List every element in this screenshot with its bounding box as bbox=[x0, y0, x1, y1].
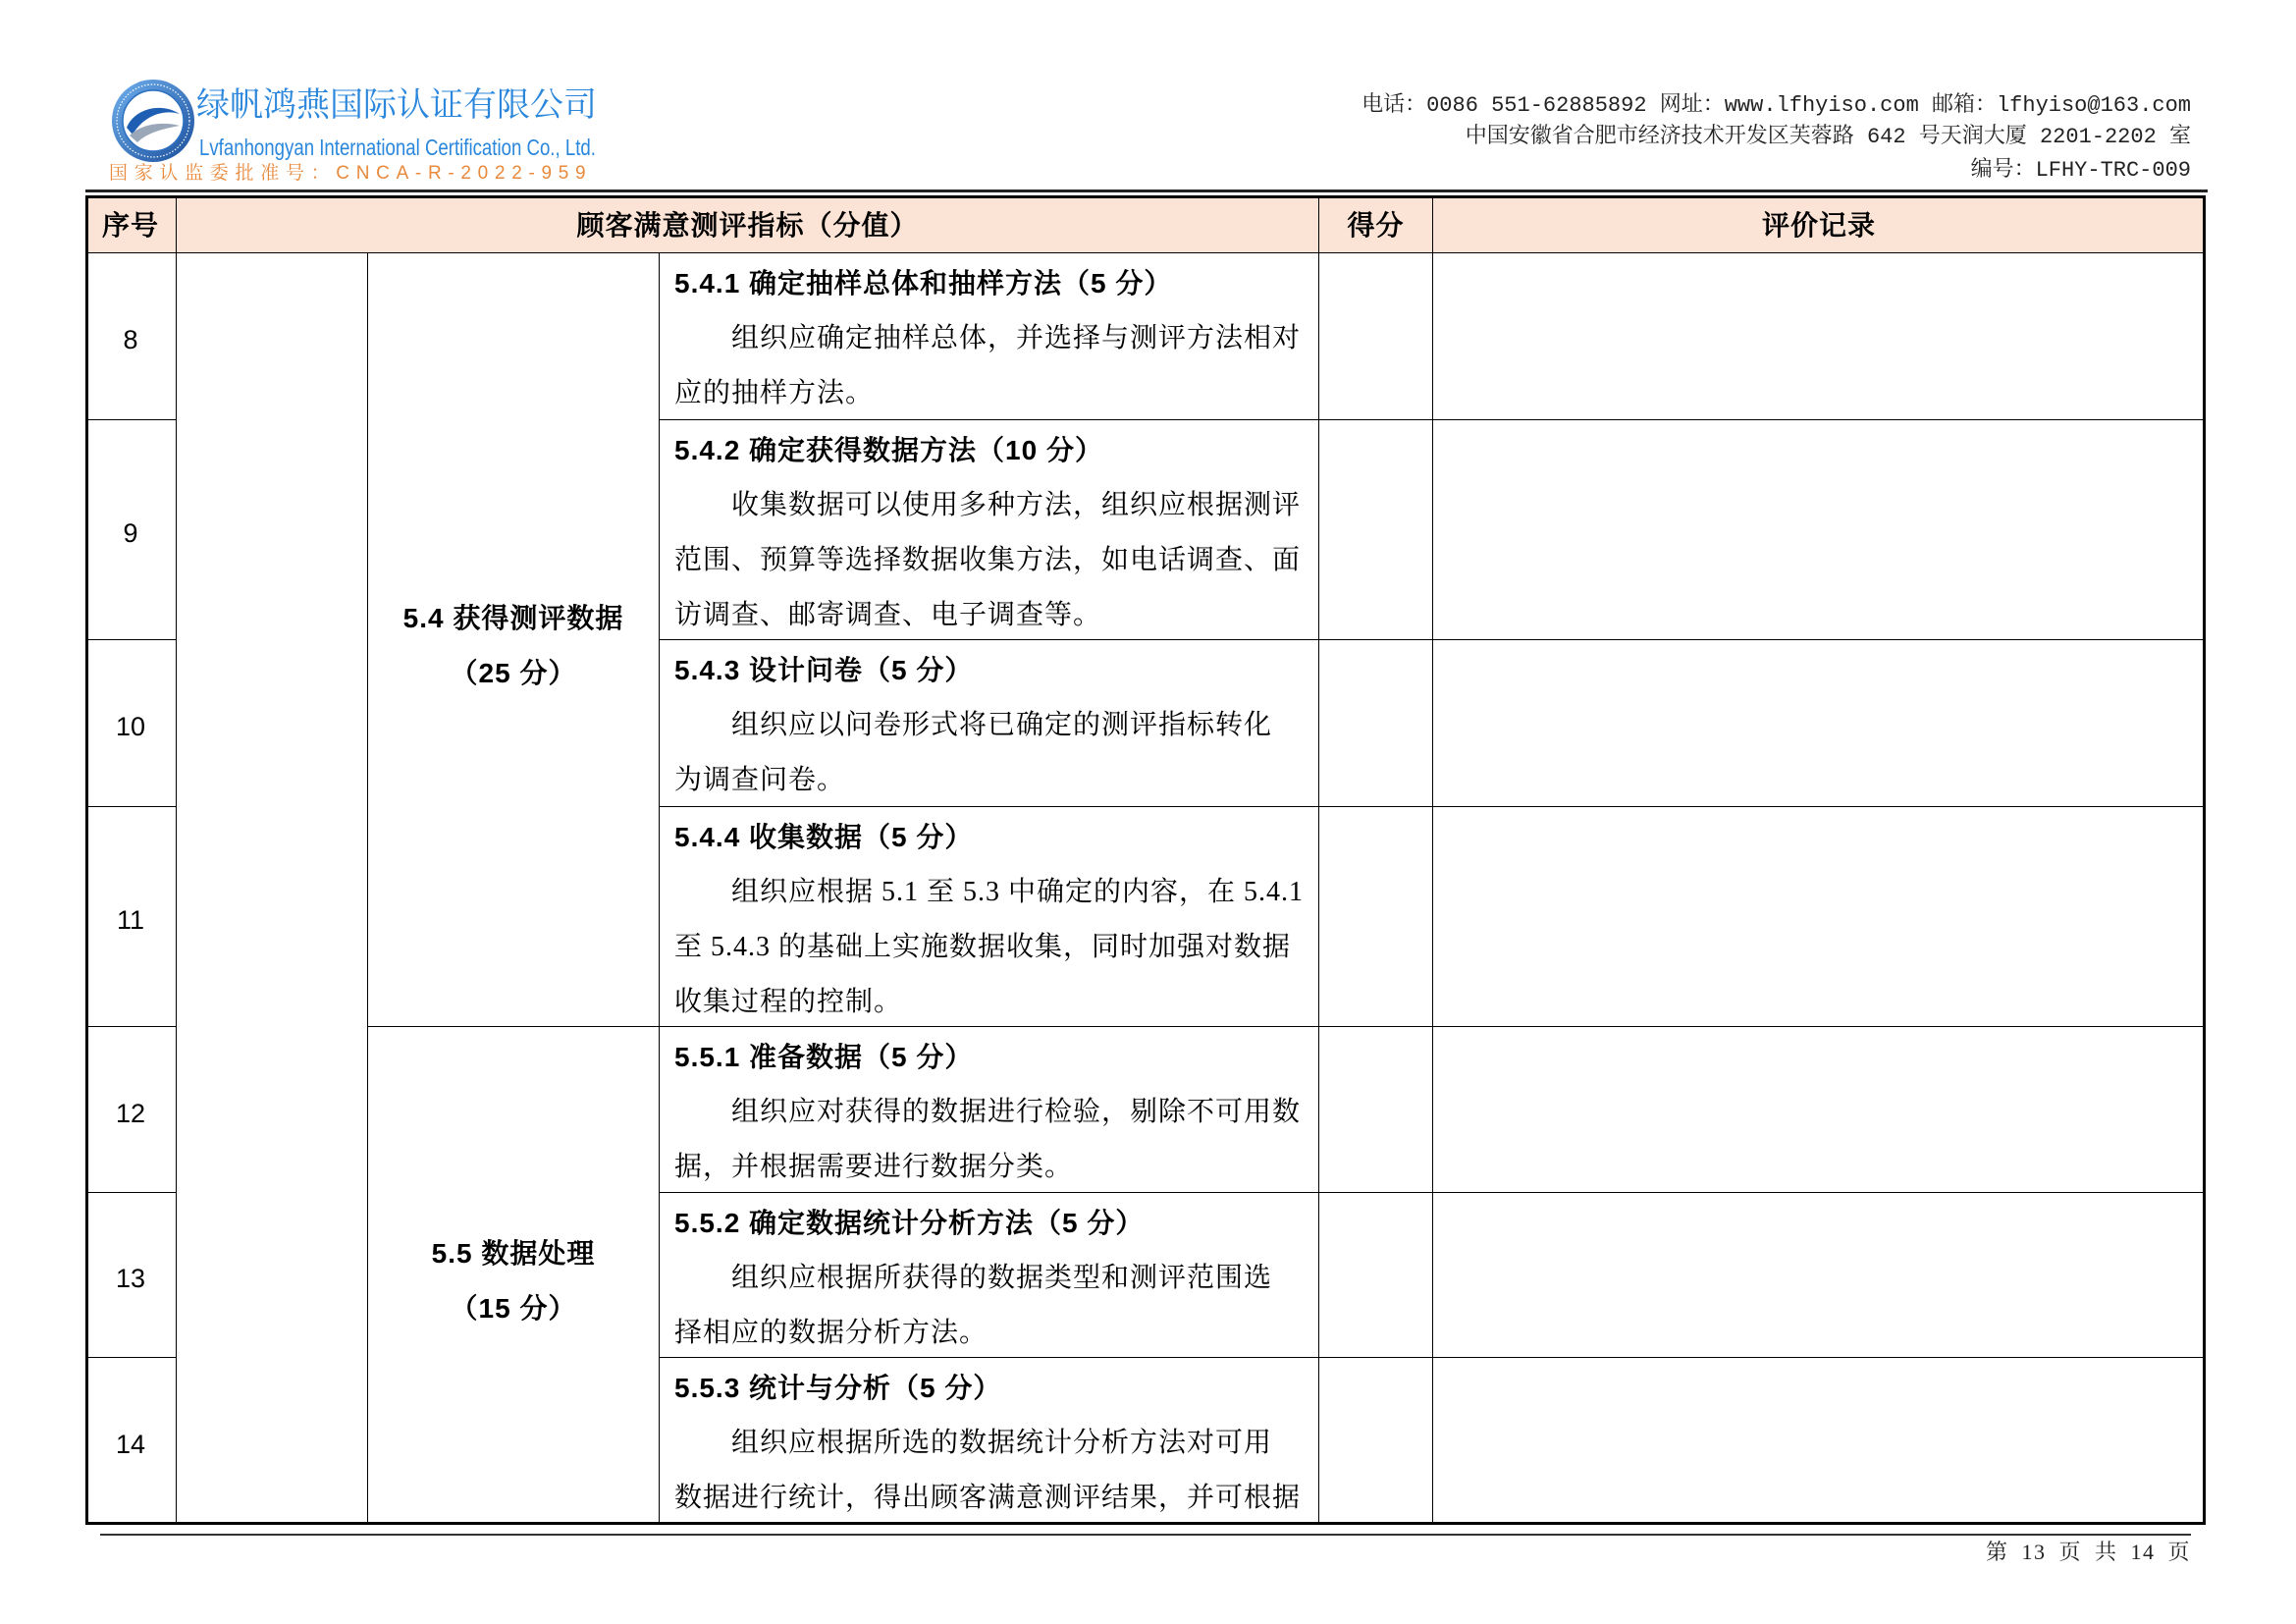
seq-cell bbox=[85, 640, 177, 807]
indicator-text-line: 组织应对获得的数据进行检验，剔除不可用数 bbox=[731, 1097, 1302, 1127]
indicator-text-line: 组织应根据所获得的数据类型和测评范围选 bbox=[731, 1263, 1273, 1293]
category-cell bbox=[177, 253, 368, 1525]
indicator-heading: 5.4.4 收集数据（5 分） bbox=[674, 822, 974, 852]
indicator-text-line: 组织应确定抽样总体，并选择与测评方法相对 bbox=[731, 323, 1302, 353]
group-points: （15 分） bbox=[450, 1293, 577, 1324]
seq-cell bbox=[85, 253, 177, 420]
indicator-cell bbox=[660, 807, 1319, 1027]
indicator-text-line: 据，并根据需要进行数据分类。 bbox=[674, 1152, 1074, 1182]
header-indicator: 顾客满意测评指标（分值） bbox=[177, 195, 1319, 253]
indicator-text-line: 范围、预算等选择数据收集方法，如电话调查、面 bbox=[674, 545, 1302, 575]
indicator-cell bbox=[660, 420, 1319, 640]
indicator-cell bbox=[660, 640, 1319, 807]
indicator-text-line: 组织应根据所选的数据统计分析方法对可用 bbox=[731, 1428, 1273, 1458]
evaluation-record-cell bbox=[1433, 253, 2206, 420]
score-cell bbox=[1319, 1027, 1433, 1193]
evaluation-record-cell bbox=[1433, 1027, 2206, 1193]
indicator-text-line: 组织应以问卷形式将已确定的测评指标转化 bbox=[731, 710, 1273, 740]
seq-cell bbox=[85, 420, 177, 640]
indicator-cell bbox=[660, 253, 1319, 420]
seq-number: 8 bbox=[123, 325, 138, 354]
seq-number: 10 bbox=[115, 712, 146, 741]
indicator-text-line: 为调查问卷。 bbox=[674, 765, 846, 795]
indicator-cell bbox=[660, 1358, 1319, 1525]
company-name-en: Lvfanhongyan International Certification Co., Ltd. bbox=[199, 135, 596, 160]
header-seq: 序号 bbox=[85, 195, 177, 253]
header-score: 得分 bbox=[1319, 195, 1433, 253]
indicator-text-line: 组织应根据 5.1 至 5.3 中确定的内容，在 5.4.1 bbox=[731, 877, 1305, 907]
indicator-text-line: 访调查、邮寄调查、电子调查等。 bbox=[674, 600, 1102, 630]
seq-cell bbox=[85, 1193, 177, 1358]
company-logo bbox=[111, 79, 195, 163]
group-cell bbox=[368, 253, 660, 1027]
approval-number: 国家认监委批准号：CNCA-R-2022-959 bbox=[109, 163, 593, 184]
seq-number: 11 bbox=[116, 905, 145, 935]
page-number: 第 13 页 共 14 页 bbox=[1985, 1540, 2191, 1564]
indicator-heading: 5.4.2 确定获得数据方法（10 分） bbox=[674, 435, 1103, 465]
seq-number: 14 bbox=[115, 1430, 146, 1459]
score-cell bbox=[1319, 420, 1433, 640]
evaluation-record-cell bbox=[1433, 1193, 2206, 1358]
group-title: 5.4 获得测评数据 bbox=[402, 602, 624, 633]
evaluation-record-cell bbox=[1433, 1358, 2206, 1525]
indicator-heading: 5.5.1 准备数据（5 分） bbox=[674, 1042, 974, 1072]
group-cell bbox=[368, 1027, 660, 1525]
indicator-cell bbox=[660, 1193, 1319, 1358]
indicator-heading: 5.4.1 确定抽样总体和抽样方法（5 分） bbox=[674, 268, 1173, 298]
evaluation-record-cell bbox=[1433, 640, 2206, 807]
address-line: 中国安徽省合肥市经济技术开发区芙蓉路 642 号天润大厦 2201-2202 室 bbox=[1465, 125, 2191, 149]
indicator-text-line: 收集数据可以使用多种方法，组织应根据测评 bbox=[731, 490, 1302, 520]
contact-line: 电话：0086 551-62885892 网址：www.lfhyiso.com 邮箱：lfhyiso@163.com bbox=[1362, 93, 2191, 118]
indicator-heading: 5.5.2 确定数据统计分析方法（5 分） bbox=[674, 1208, 1145, 1238]
seq-number: 12 bbox=[115, 1098, 146, 1128]
indicator-text-line: 收集过程的控制。 bbox=[674, 987, 903, 1017]
seq-number: 9 bbox=[123, 518, 138, 548]
score-cell bbox=[1319, 1358, 1433, 1525]
company-seal-icon bbox=[111, 79, 195, 163]
group-title: 5.5 数据处理 bbox=[431, 1238, 596, 1269]
company-name-cn: 绿帆鸿燕国际认证有限公司 bbox=[196, 86, 597, 124]
seq-cell bbox=[85, 1027, 177, 1193]
score-cell bbox=[1319, 253, 1433, 420]
indicator-text-line: 至 5.4.3 的基础上实施数据收集，同时加强对数据 bbox=[674, 932, 1292, 962]
score-cell bbox=[1319, 640, 1433, 807]
score-cell bbox=[1319, 1193, 1433, 1358]
indicator-text-line: 择相应的数据分析方法。 bbox=[674, 1318, 988, 1348]
footer-rule bbox=[100, 1534, 2191, 1536]
document-number: 编号：LFHY-TRC-009 bbox=[1970, 158, 2191, 183]
indicator-cell bbox=[660, 1027, 1319, 1193]
indicator-heading: 5.4.3 设计问卷（5 分） bbox=[674, 655, 974, 685]
seq-number: 13 bbox=[115, 1264, 146, 1293]
indicator-heading: 5.5.3 统计与分析（5 分） bbox=[674, 1373, 1002, 1403]
header-record: 评价记录 bbox=[1433, 195, 2206, 253]
letterhead-rule bbox=[85, 189, 2208, 192]
evaluation-record-cell bbox=[1433, 420, 2206, 640]
seq-cell bbox=[85, 807, 177, 1027]
seq-cell bbox=[85, 1358, 177, 1525]
group-points: （25 分） bbox=[450, 657, 577, 688]
indicator-text-line: 应的抽样方法。 bbox=[674, 378, 875, 408]
indicator-text-line: 数据进行统计，得出顾客满意测评结果，并可根据 bbox=[674, 1483, 1302, 1513]
score-cell bbox=[1319, 807, 1433, 1027]
evaluation-record-cell bbox=[1433, 807, 2206, 1027]
